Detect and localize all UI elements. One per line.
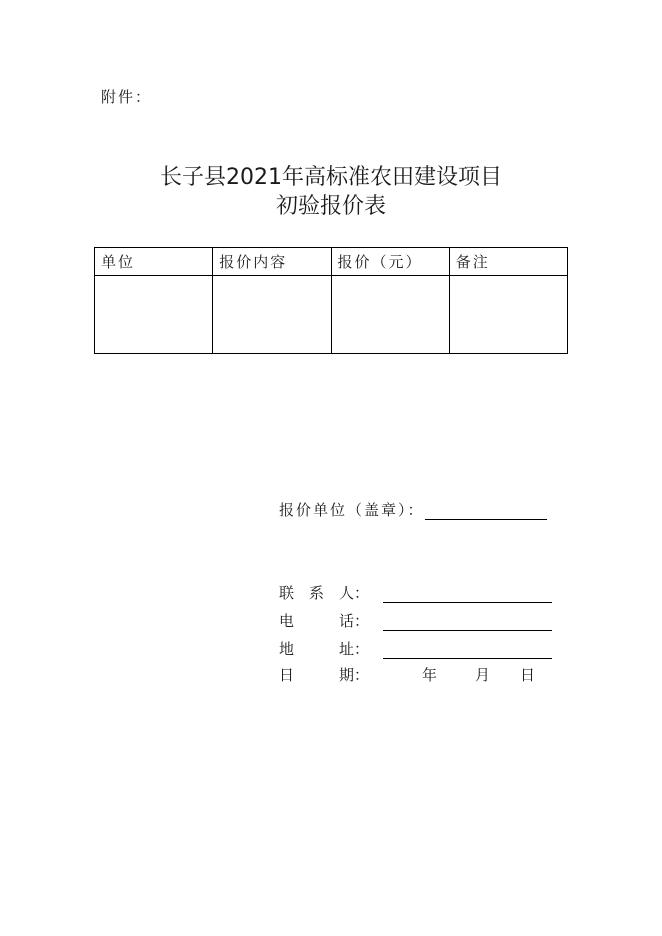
address-row	[279, 638, 552, 659]
cell-quote-content[interactable]	[213, 276, 331, 354]
quote-unit-field[interactable]	[425, 503, 547, 520]
month-label: 月	[475, 666, 491, 684]
date-label: 日 期：	[279, 666, 370, 684]
address-field[interactable]	[383, 657, 552, 659]
date-row	[279, 664, 559, 684]
contact-field[interactable]	[383, 601, 552, 603]
cell-remarks[interactable]	[449, 276, 567, 354]
phone-row	[279, 610, 552, 631]
table-header-row	[95, 248, 568, 276]
attachment-label: 附件：	[101, 88, 153, 106]
phone-field[interactable]	[383, 629, 552, 631]
contact-label: 联 系 人：	[279, 584, 370, 602]
day-label: 日	[520, 666, 536, 684]
cell-quote-amount[interactable]	[331, 276, 449, 354]
table-row	[95, 276, 568, 354]
quote-unit-label: 报价单位（盖章）：	[279, 501, 425, 519]
phone-label: 电 话：	[279, 612, 370, 630]
document-title: 长子县2021年高标准农田建设项目	[160, 165, 502, 190]
header-quote-content: 报价内容	[213, 248, 331, 276]
contact-row	[279, 582, 552, 603]
cell-unit[interactable]	[95, 276, 213, 354]
address-label: 地 址：	[279, 640, 370, 658]
quote-table	[94, 247, 568, 354]
header-unit: 单位	[95, 248, 213, 276]
header-quote-amount: 报价（元）	[331, 248, 449, 276]
document-subtitle: 初验报价表	[275, 194, 386, 219]
quote-unit-signature	[279, 499, 547, 520]
year-label: 年	[422, 666, 438, 684]
header-remarks: 备注	[449, 248, 567, 276]
